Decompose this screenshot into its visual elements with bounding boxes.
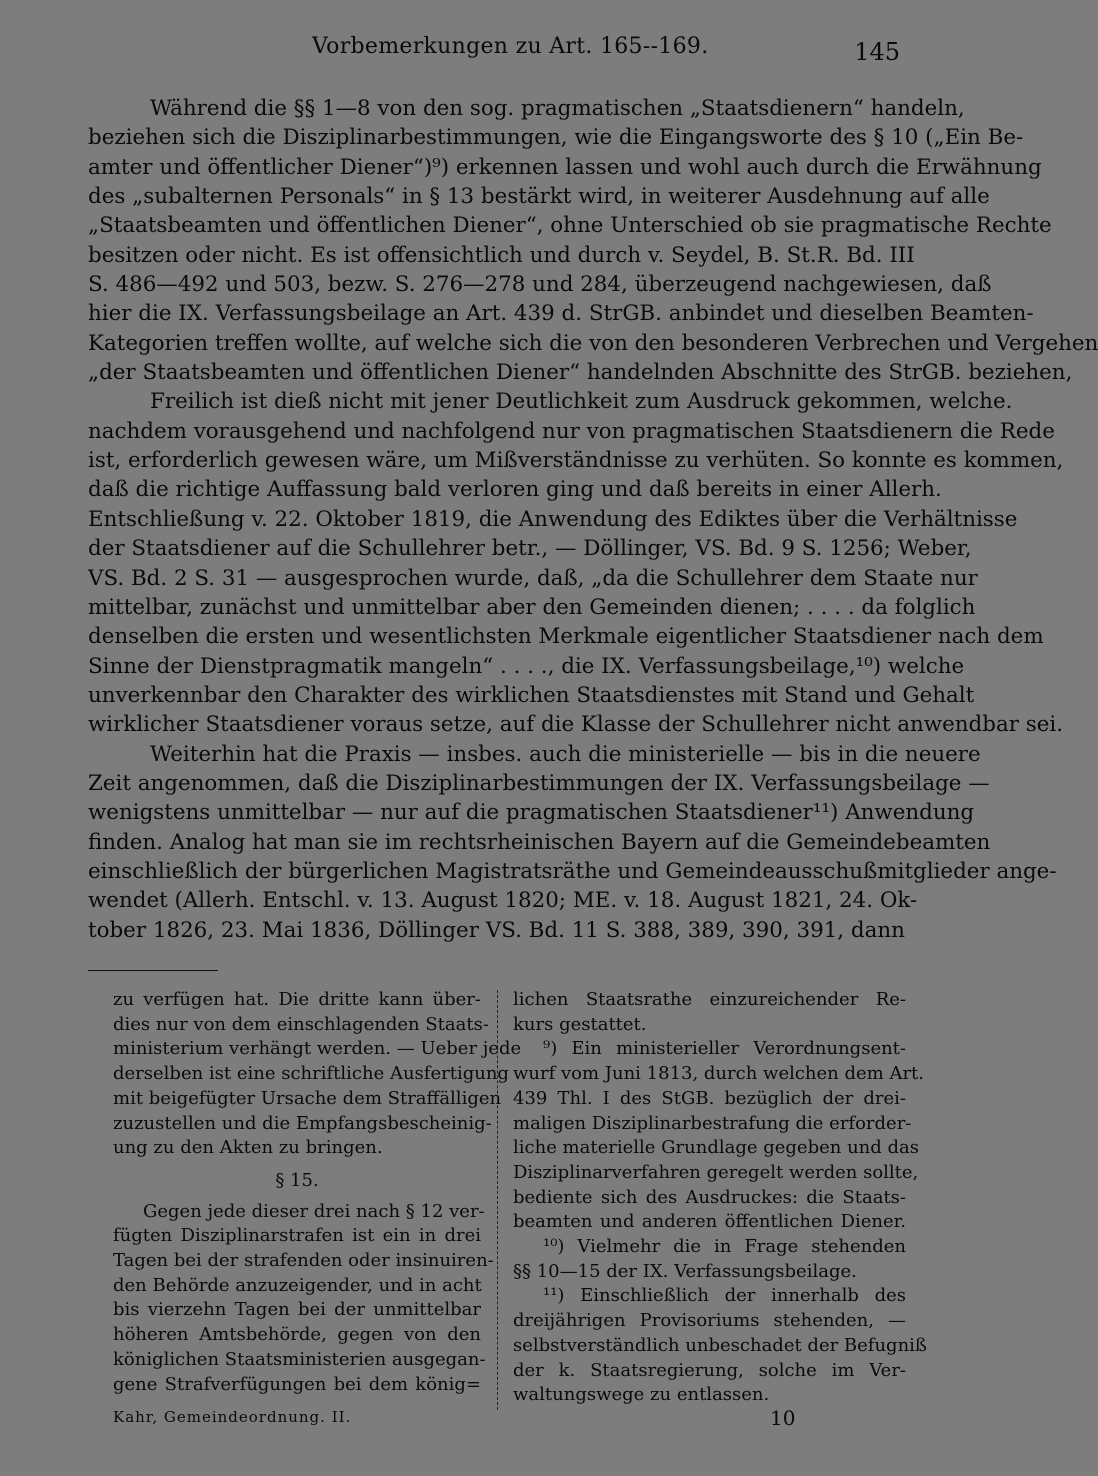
footnote-column-left [113, 988, 522, 1397]
text-line: einschließlich der bürgerlichen Magistratsräthe und Gemeindeausschußmitglieder ange- [88, 858, 1057, 884]
text-line: maligen Disziplinarbestrafung die erforder- [513, 1112, 912, 1134]
text-line: ⁹) Ein ministerieller Verordnungsent- [543, 1038, 906, 1060]
text-line: Zeit angenommen, daß die Disziplinarbestimmungen der IX. Verfassungsbeilage — [88, 770, 990, 796]
section-heading: § 15. [275, 1169, 319, 1191]
column-divider [497, 990, 498, 1410]
text-line: der k. Staatsregierung, solche im Ver- [513, 1359, 906, 1381]
text-line: hier die IX. Verfassungsbeilage an Art. 439 d. StrGB. anbindet und dieselben Beamten- [88, 301, 1034, 327]
text-line: fügten Disziplinarstrafen ist ein in drei [113, 1225, 481, 1247]
text-line: Sinne der Dienstpragmatik mangeln“ . . . ., die IX. Verfassungsbeilage,¹⁰) welche [88, 653, 965, 679]
text-line: ung zu den Akten zu bringen. [113, 1137, 383, 1159]
text-line: 439 Thl. I des StGB. bezüglich der drei- [513, 1087, 906, 1109]
text-line: zuzustellen und die Empfangsbescheinig- [113, 1112, 492, 1134]
text-line: ¹⁰) Vielmehr die in Frage stehenden [543, 1236, 906, 1258]
text-line: der Staatsdiener auf die Schullehrer betr., — Döllinger, VS. Bd. 9 S. 1256; Weber, [88, 536, 972, 562]
text-line: höheren Amtsbehörde, gegen von den [113, 1324, 481, 1346]
text-line: wenigstens unmittelbar — nur auf die pragmatischen Staatsdiener¹¹) Anwendung [88, 800, 975, 826]
text-line: unverkennbar den Charakter des wirklichen Staatsdienstes mit Stand und Gehalt [88, 682, 975, 708]
text-line: VS. Bd. 2 S. 31 — ausgesprochen wurde, daß, „da die Schullehrer dem Staate nur [88, 565, 978, 591]
text-line: königlichen Staatsministerien ausgegan- [113, 1348, 486, 1370]
sheet-number: 10 [770, 1406, 796, 1430]
main-text-body [88, 94, 1098, 945]
footnote-column-right [513, 988, 927, 1408]
text-line: §§ 10—15 der IX. Verfassungsbeilage. [513, 1260, 857, 1282]
text-line: mit beigefügter Ursache dem Straffälligen [113, 1087, 502, 1109]
text-line: beziehen sich die Disziplinarbestimmungen, wie die Eingangsworte des § 10 („Ein Be- [88, 125, 1024, 151]
text-line: Während die §§ 1—8 von den sog. pragmatischen „Staatsdienern“ handeln, [150, 96, 965, 121]
text-line: Entschließung v. 22. Oktober 1819, die Anwendung des Ediktes über die Verhältnisse [88, 506, 1018, 532]
text-line: lichen Staatsrathe einzureichender Re- [513, 989, 906, 1010]
text-line: S. 486—492 und 503, bezw. S. 276—278 und 284, überzeugend nachgewiesen, daß [88, 272, 992, 298]
text-line: Kategorien treffen wollte, auf welche sich die von den besonderen Verbrechen und Vergehen [88, 330, 1098, 356]
text-line: nachdem vorausgehend und nachfolgend nur von pragmatischen Staatsdienern die Rede [88, 418, 1055, 444]
text-line: bis vierzehn Tagen bei der unmittelbar [113, 1299, 481, 1321]
text-line: gene Strafverfügungen bei dem könig= [113, 1373, 481, 1395]
text-line: Gegen jede dieser drei nach § 12 ver- [143, 1200, 485, 1222]
text-line: finden. Analog hat man sie im rechtsrheinischen Bayern auf die Gemeindebeamten [88, 829, 991, 855]
text-line: Disziplinarverfahren geregelt werden sollte, [513, 1161, 919, 1183]
footnote-separator [88, 970, 218, 971]
text-line: waltungswege zu entlassen. [513, 1384, 770, 1406]
text-line: ist, erforderlich gewesen wäre, um Mißverständnisse zu verhüten. So konnte es kommen, [88, 448, 1064, 474]
text-line: dreijährigen Provisoriums stehenden, — [513, 1310, 906, 1332]
text-line: „Staatsbeamten und öffentlichen Diener“, ohne Unterschied ob sie pragmatische Rechte [88, 213, 1052, 239]
text-line: selbstverständlich unbeschadet der Befugniß [513, 1334, 927, 1356]
text-line: tober 1826, 23. Mai 1836, Döllinger VS. Bd. 11 S. 388, 389, 390, 391, dann [88, 917, 905, 943]
text-line: mittelbar, zunächst und unmittelbar aber den Gemeinden dienen; . . . . da folglich [88, 594, 976, 620]
text-line: wurf vom Juni 1813, durch welchen dem Art. [513, 1063, 925, 1085]
text-line: den Behörde anzuzeigender, und in acht [113, 1274, 482, 1296]
text-line: daß die richtige Auffassung bald verloren ging und daß bereits in einer Allerh. [88, 477, 942, 503]
text-line: derselben ist eine schriftliche Ausfertigung [113, 1063, 509, 1085]
running-head: Vorbemerkungen zu Art. 165--169. [312, 34, 709, 59]
text-line: dies nur von dem einschlagenden Staats- [113, 1013, 489, 1035]
text-line: beamten und anderen öffentlichen Diener. [513, 1211, 906, 1233]
text-line: des „subalternen Personals“ in § 13 bestärkt wird, in weiterer Ausdehnung auf alle [88, 184, 990, 210]
text-line: Weiterhin hat die Praxis — insbes. auch die ministerielle — bis in die neuere [150, 741, 981, 767]
text-line: besitzen oder nicht. Es ist offensichtlich und durch v. Seydel, B. St.R. Bd. III [88, 242, 915, 268]
text-line: bediente sich des Ausdruckes: die Staats- [513, 1186, 906, 1208]
text-line: amter und öffentlicher Diener“)⁹) erkennen lassen und wohl auch durch die Erwähnung [88, 154, 1042, 180]
page-number: 145 [854, 38, 900, 66]
text-line: ¹¹) Einschließlich der innerhalb des [543, 1285, 906, 1307]
text-line: zu verfügen hat. Die dritte kann über- [113, 989, 481, 1010]
text-line: „der Staatsbeamten und öffentlichen Diener“ handelnden Abschnitte des StrGB. beziehen, [88, 360, 1073, 386]
text-line: kurs gestattet. [513, 1013, 647, 1035]
text-line: wirklicher Staatsdiener voraus setze, auf die Klasse der Schullehrer nicht anwendbar sei. [88, 712, 1063, 738]
text-line: liche materielle Grundlage gegeben und das [513, 1137, 919, 1159]
text-line: Tagen bei der strafenden oder insinuiren- [113, 1250, 494, 1272]
signature-mark: Kahr, Gemeindeordnung. II. [113, 1408, 352, 1426]
text-line: denselben die ersten und wesentlichsten Merkmale eigentlicher Staatsdiener nach dem [88, 624, 1044, 650]
text-line: ministerium verhängt werden. — Ueber jede [113, 1038, 522, 1060]
text-line: wendet (Allerh. Entschl. v. 13. August 1820; ME. v. 18. August 1821, 24. Ok- [88, 888, 918, 914]
text-line: Freilich ist dieß nicht mit jener Deutlichkeit zum Ausdruck gekommen, welche. [150, 389, 1013, 415]
